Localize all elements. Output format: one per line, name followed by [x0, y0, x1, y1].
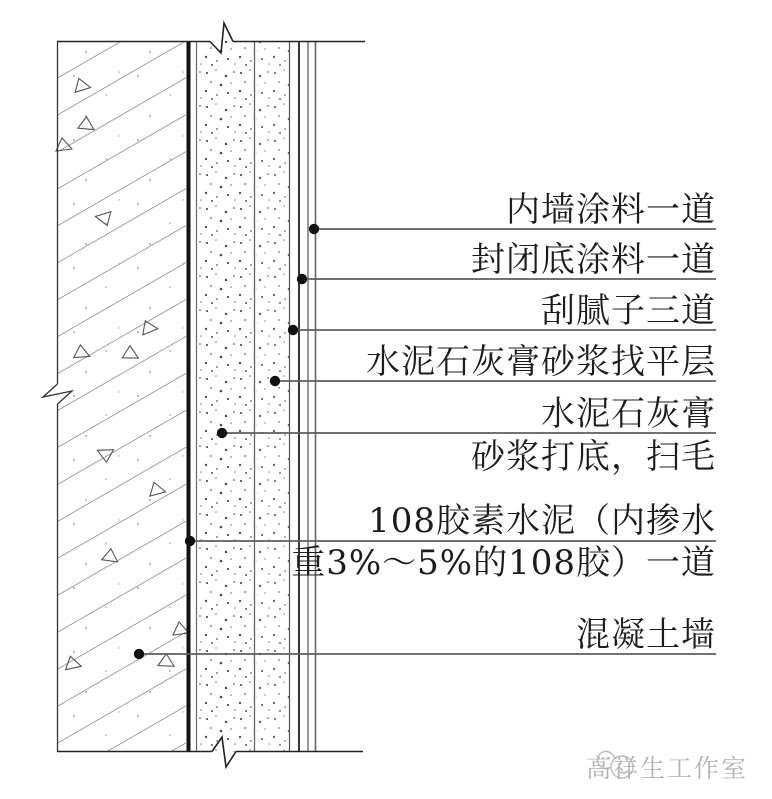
- callout-putty-label: 刮腻子三道: [541, 291, 716, 331]
- callout-paint-label: 内墙涂料一道: [506, 190, 716, 230]
- callout-108-glue-label-line1: 108胶素水泥（内掺水: [368, 501, 716, 541]
- leveling-layer-band: [255, 41, 290, 752]
- concrete-wall-band: [57, 41, 186, 752]
- callout-108-glue-label-line2: 重3%～5%的108胶）一道: [291, 543, 716, 583]
- finish-layer-lines: [290, 41, 316, 752]
- mortar-base-band: [197, 41, 255, 752]
- callout-labels: [291, 190, 716, 655]
- watermark-text: 高祥生工作室: [585, 754, 748, 783]
- watermark: [586, 752, 748, 784]
- callout-basecoat-label-line2: 砂浆打底，扫毛: [471, 437, 716, 477]
- callout-leveling-label: 水泥石灰膏砂浆找平层: [366, 342, 716, 382]
- callout-concrete-wall-label: 混凝土墙: [576, 615, 716, 655]
- concrete-face-line: [187, 41, 191, 752]
- callout-basecoat-label-line1: 水泥石灰膏: [541, 394, 716, 434]
- callout-sealer-label: 封闭底涂料一道: [471, 240, 716, 280]
